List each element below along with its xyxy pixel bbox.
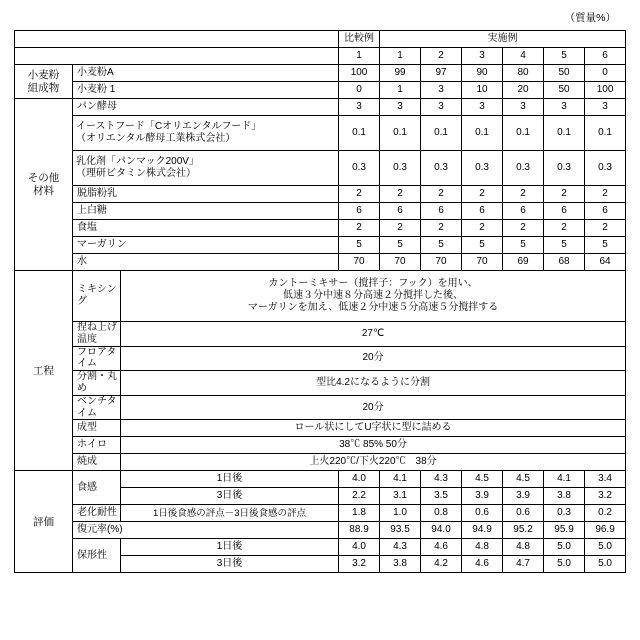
cell-value: 5.0	[544, 539, 585, 556]
cell-value: 0.8	[421, 505, 462, 522]
cell-value: 0.1	[339, 116, 380, 151]
cell-value: 4.7	[503, 556, 544, 573]
table-row	[15, 346, 626, 371]
cell-value: 3	[380, 99, 421, 116]
cell-value: 2	[462, 220, 503, 237]
cell-value: 5.0	[585, 556, 626, 573]
table-row	[15, 271, 626, 322]
cell-value: 6	[421, 203, 462, 220]
cell-value: 0.1	[585, 116, 626, 151]
table-row	[15, 395, 626, 420]
cell-value: 2.2	[339, 488, 380, 505]
cell-value: 5	[339, 237, 380, 254]
row-label: 脱脂粉乳	[73, 186, 339, 203]
table-row	[15, 322, 626, 347]
cell-value: 4.3	[380, 539, 421, 556]
cell-value: 0	[339, 82, 380, 99]
process-text: カントーミキサー（撹拌子：フック）を用い、 低速３分中速８分高速２分撹拌した後、 マーガリンを加え、低速２分中速５分高速５分撹拌する	[121, 271, 626, 322]
cell-value: 0.1	[421, 116, 462, 151]
header-col-example-1: 1	[380, 48, 421, 65]
process-text: ロール状にしてU字状に型に詰める	[121, 420, 626, 437]
cell-value: 0.2	[585, 505, 626, 522]
table-row	[15, 522, 626, 539]
cell-value: 0.3	[544, 505, 585, 522]
header-col-example-4: 4	[503, 48, 544, 65]
row-label: 食感	[73, 471, 121, 505]
cell-value: 50	[544, 82, 585, 99]
cell-value: 4.5	[462, 471, 503, 488]
cell-value: 0.3	[421, 151, 462, 186]
cell-value: 3.1	[380, 488, 421, 505]
cell-value: 2	[462, 186, 503, 203]
cell-value: 0.3	[544, 151, 585, 186]
table-row	[15, 505, 626, 522]
table-row	[15, 237, 626, 254]
header-comparative-label: 比較例	[339, 31, 380, 48]
unit-note: （質量%）	[564, 12, 616, 24]
cell-value: 2	[339, 186, 380, 203]
cell-value: 100	[585, 82, 626, 99]
row-label: 復元率(%)	[73, 522, 339, 539]
cell-value: 4.0	[339, 471, 380, 488]
row-sublabel: 1日後	[121, 471, 339, 488]
cell-value: 1.8	[339, 505, 380, 522]
row-label: 食塩	[73, 220, 339, 237]
group-label-flour: 小麦粉 組成物	[15, 65, 73, 99]
process-text: 27℃	[121, 322, 626, 347]
cell-value: 5	[462, 237, 503, 254]
cell-value: 6	[544, 203, 585, 220]
header-col-example-2: 2	[421, 48, 462, 65]
table-header-row-2	[15, 48, 626, 65]
table-row	[15, 539, 626, 556]
row-label: 保形性	[73, 539, 121, 573]
header-col-example-5: 5	[544, 48, 585, 65]
cell-value: 99	[380, 65, 421, 82]
row-label: イーストフード「Cオリエンタルフード」 （オリエンタル酵母工業株式会社）	[73, 116, 339, 151]
table-row	[15, 82, 626, 99]
process-text: 型比4.2になるように分割	[121, 371, 626, 396]
cell-value: 2	[544, 186, 585, 203]
cell-value: 64	[585, 254, 626, 271]
cell-value: 96.9	[585, 522, 626, 539]
header-col-comparative-1: 1	[339, 48, 380, 65]
table-row	[15, 151, 626, 186]
cell-value: 5	[544, 237, 585, 254]
cell-value: 10	[462, 82, 503, 99]
cell-value: 4.5	[503, 471, 544, 488]
composition-evaluation-table	[14, 30, 626, 573]
table-row	[15, 65, 626, 82]
table-header-row-1	[15, 31, 626, 48]
row-label: 焼成	[73, 454, 121, 471]
cell-value: 6	[380, 203, 421, 220]
row-label: 老化耐性	[73, 505, 121, 522]
cell-value: 3	[544, 99, 585, 116]
group-label-evaluation: 評価	[15, 471, 73, 573]
table-row	[15, 116, 626, 151]
cell-value: 70	[421, 254, 462, 271]
cell-value: 3.5	[421, 488, 462, 505]
row-label: 分割・丸め	[73, 371, 121, 396]
row-sublabel: 3日後	[121, 488, 339, 505]
cell-value: 20	[503, 82, 544, 99]
cell-value: 0.1	[503, 116, 544, 151]
cell-value: 94.9	[462, 522, 503, 539]
cell-value: 0.1	[462, 116, 503, 151]
cell-value: 3	[585, 99, 626, 116]
row-label: 小麦粉A	[73, 65, 339, 82]
cell-value: 1	[380, 82, 421, 99]
cell-value: 5.0	[544, 556, 585, 573]
cell-value: 70	[462, 254, 503, 271]
cell-value: 0.1	[544, 116, 585, 151]
cell-value: 5	[380, 237, 421, 254]
cell-value: 80	[503, 65, 544, 82]
process-text: 38℃ 85% 50分	[121, 437, 626, 454]
cell-value: 3.4	[585, 471, 626, 488]
row-label: マーガリン	[73, 237, 339, 254]
cell-value: 100	[339, 65, 380, 82]
row-label: 成型	[73, 420, 121, 437]
cell-value: 5	[503, 237, 544, 254]
row-label: 乳化剤「パンマック200V」 （理研ビタミン株式会社）	[73, 151, 339, 186]
cell-value: 97	[421, 65, 462, 82]
cell-value: 3.2	[339, 556, 380, 573]
table-row	[15, 203, 626, 220]
cell-value: 95.2	[503, 522, 544, 539]
cell-value: 0.3	[503, 151, 544, 186]
table-row	[15, 220, 626, 237]
header-empty-cell-2	[15, 48, 339, 65]
table-row	[15, 186, 626, 203]
row-sublabel: 1日後食感の評点－3日後食感の評点	[121, 505, 339, 522]
cell-value: 5	[421, 237, 462, 254]
row-label: 水	[73, 254, 339, 271]
row-label: ミキシング	[73, 271, 121, 322]
group-label-process: 工程	[15, 271, 73, 471]
row-label: フロアタイム	[73, 346, 121, 371]
cell-value: 4.8	[503, 539, 544, 556]
cell-value: 4.2	[421, 556, 462, 573]
cell-value: 70	[380, 254, 421, 271]
header-col-example-3: 3	[462, 48, 503, 65]
cell-value: 6	[462, 203, 503, 220]
cell-value: 3.8	[544, 488, 585, 505]
cell-value: 3	[421, 99, 462, 116]
table-row	[15, 454, 626, 471]
cell-value: 0.6	[462, 505, 503, 522]
cell-value: 3.9	[462, 488, 503, 505]
cell-value: 6	[585, 203, 626, 220]
cell-value: 0.3	[380, 151, 421, 186]
cell-value: 5	[585, 237, 626, 254]
cell-value: 3.8	[380, 556, 421, 573]
cell-value: 0.3	[585, 151, 626, 186]
cell-value: 4.6	[421, 539, 462, 556]
row-label: 捏ね上げ温度	[73, 322, 121, 347]
cell-value: 5.0	[585, 539, 626, 556]
row-label: 上白糖	[73, 203, 339, 220]
cell-value: 4.0	[339, 539, 380, 556]
cell-value: 90	[462, 65, 503, 82]
process-text: 20分	[121, 346, 626, 371]
cell-value: 3	[421, 82, 462, 99]
header-example-label: 実施例	[380, 31, 626, 48]
cell-value: 6	[339, 203, 380, 220]
cell-value: 3.9	[503, 488, 544, 505]
row-label: ホイロ	[73, 437, 121, 454]
cell-value: 0.3	[339, 151, 380, 186]
row-sublabel: 3日後	[121, 556, 339, 573]
cell-value: 69	[503, 254, 544, 271]
cell-value: 1.0	[380, 505, 421, 522]
cell-value: 2	[585, 186, 626, 203]
cell-value: 4.1	[380, 471, 421, 488]
cell-value: 2	[585, 220, 626, 237]
cell-value: 3	[462, 99, 503, 116]
cell-value: 2	[380, 220, 421, 237]
process-text: 20分	[121, 395, 626, 420]
group-label-other: その他 材料	[15, 99, 73, 271]
cell-value: 4.8	[462, 539, 503, 556]
row-sublabel: 1日後	[121, 539, 339, 556]
cell-value: 4.1	[544, 471, 585, 488]
table-row	[15, 371, 626, 396]
cell-value: 3.2	[585, 488, 626, 505]
cell-value: 94.0	[421, 522, 462, 539]
cell-value: 2	[380, 186, 421, 203]
cell-value: 0	[585, 65, 626, 82]
table-row	[15, 420, 626, 437]
cell-value: 0.1	[380, 116, 421, 151]
cell-value: 2	[339, 220, 380, 237]
cell-value: 95.9	[544, 522, 585, 539]
cell-value: 2	[544, 220, 585, 237]
cell-value: 68	[544, 254, 585, 271]
cell-value: 2	[503, 220, 544, 237]
cell-value: 70	[339, 254, 380, 271]
header-empty-cell	[15, 31, 339, 48]
cell-value: 4.3	[421, 471, 462, 488]
cell-value: 2	[421, 186, 462, 203]
table-row	[15, 437, 626, 454]
cell-value: 0.6	[503, 505, 544, 522]
cell-value: 2	[421, 220, 462, 237]
cell-value: 6	[503, 203, 544, 220]
cell-value: 88.9	[339, 522, 380, 539]
table-row	[15, 471, 626, 488]
process-text: 上火220℃/下火220℃ 38分	[121, 454, 626, 471]
cell-value: 3	[339, 99, 380, 116]
cell-value: 50	[544, 65, 585, 82]
row-label: 小麦粉 1	[73, 82, 339, 99]
table-row	[15, 99, 626, 116]
cell-value: 2	[503, 186, 544, 203]
cell-value: 0.3	[462, 151, 503, 186]
header-col-example-6: 6	[585, 48, 626, 65]
row-label: ベンチタイム	[73, 395, 121, 420]
row-label: パン酵母	[73, 99, 339, 116]
cell-value: 4.6	[462, 556, 503, 573]
cell-value: 93.5	[380, 522, 421, 539]
table-row	[15, 254, 626, 271]
cell-value: 3	[503, 99, 544, 116]
